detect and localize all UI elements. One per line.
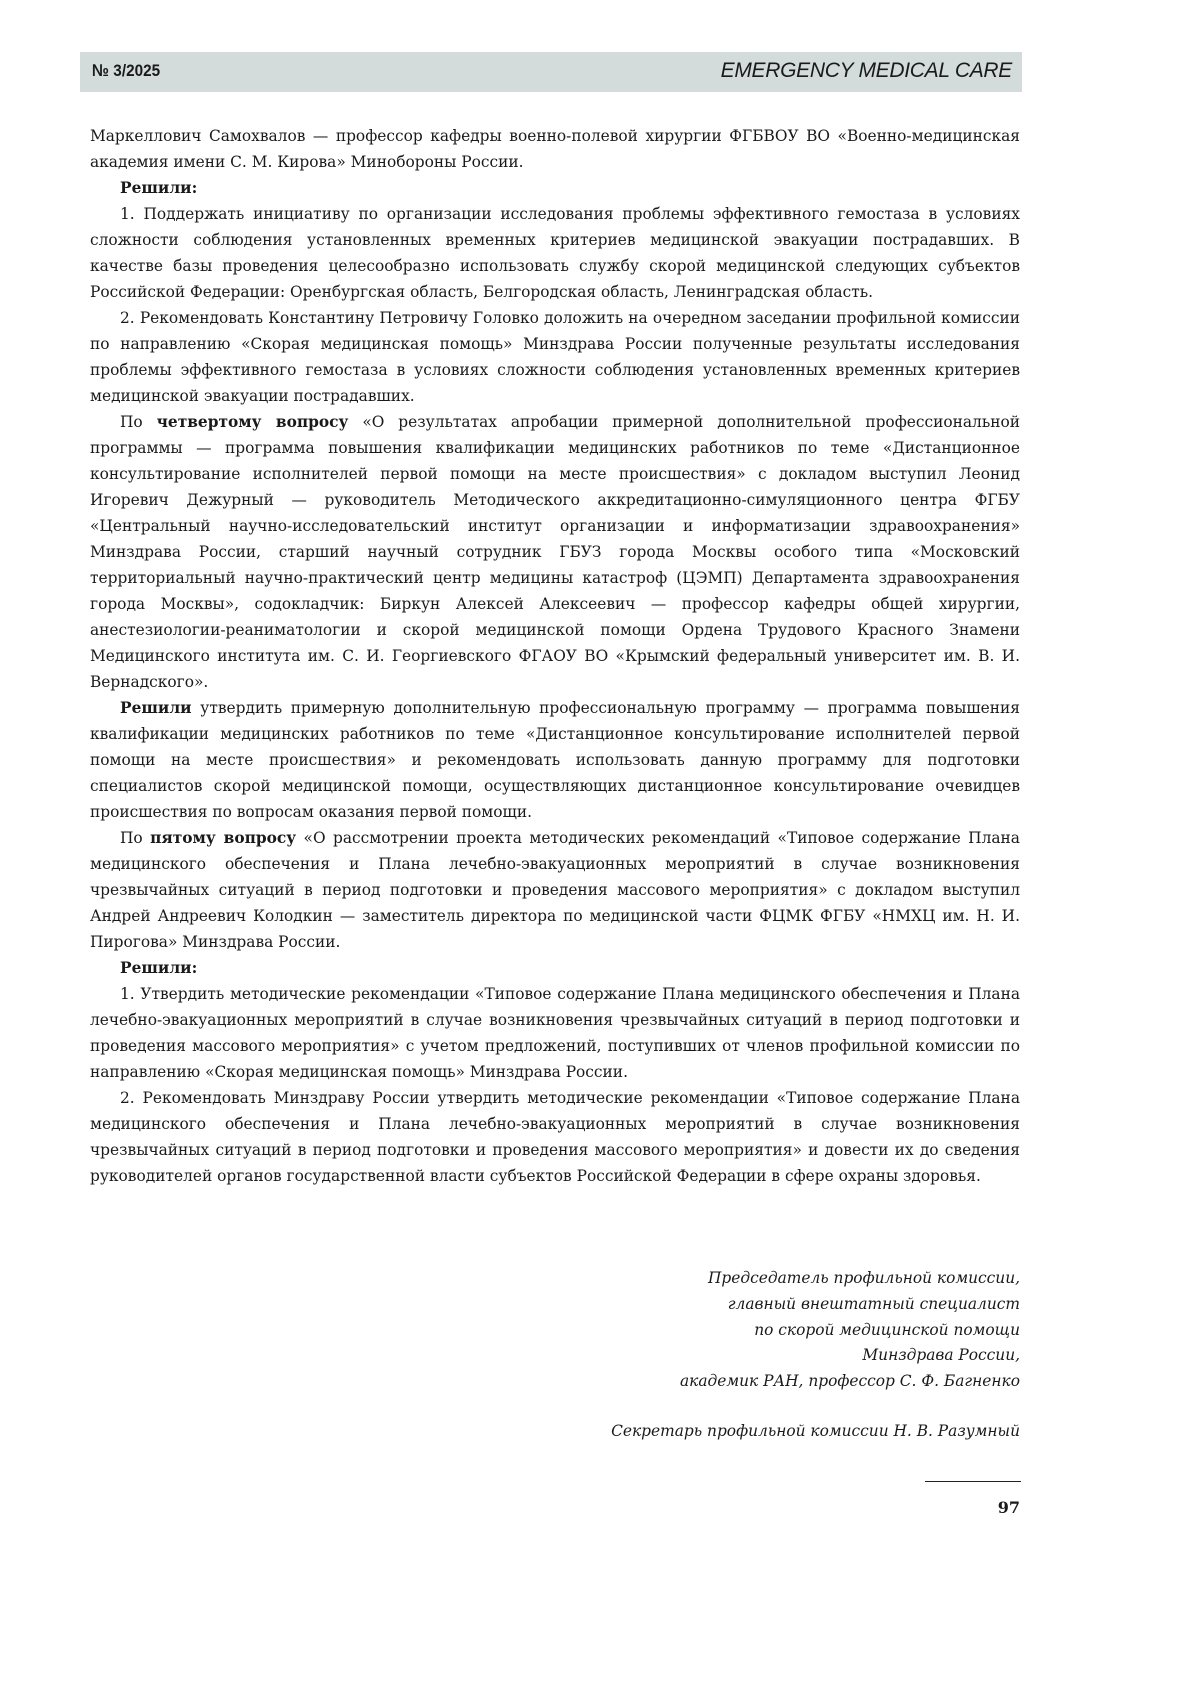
secretary-line: Секретарь профильной комиссии Н. В. Разумный [611, 1422, 1020, 1440]
signature-line: главный внештатный специалист [420, 1292, 1020, 1318]
decision-heading: Решили: [120, 179, 197, 197]
paragraph: По пятому вопросу «О рассмотрении проекта методических рекомендаций «Типовое содержание Плана медицинского обеспечения и Плана лечебно-эвакуационных мероприятий в случае возникновения чрезвычайных ситуаций в период подготовки и проведения массового мероприятия» с докладом выступил Андрей Андреевич Колодкин — заместитель директора по медицинской части ФЦМК ФГБУ «НМХЦ им. Н. И. Пирогова» Минздрава России. [90, 825, 1020, 955]
paragraph: 1. Утвердить методические рекомендации «Типовое содержание Плана медицинского обеспечения и Плана лечебно-эвакуационных мероприятий в случае возникновения чрезвычайных ситуаций в период подготовки и проведения массового мероприятия» с учетом предложений, поступивших от членов профильной комиссии по направлению «Скорая медицинская помощь» Минздрава России. [90, 981, 1020, 1085]
article-body [90, 123, 1020, 1189]
page-number: 97 [998, 1498, 1020, 1517]
paragraph: 2. Рекомендовать Константину Петровичу Головко доложить на очередном заседании профильной комиссии по направлению «Скорая медицинская помощь» Минздрава России полученные результаты исследования проблемы эффективного гемостаза в условиях сложности соблюдения установленных временных критериев медицинской эвакуации пострадавших. [90, 305, 1020, 409]
signature-line: по скорой медицинской помощи [420, 1318, 1020, 1344]
running-header [80, 52, 1022, 92]
signature-block [420, 1266, 1020, 1395]
issue-number: № 3/2025 [92, 61, 160, 81]
paragraph [90, 175, 1020, 201]
signature-line: Председатель профильной комиссии, [420, 1266, 1020, 1292]
journal-title: EMERGENCY MEDICAL CARE [721, 59, 1012, 83]
footer-rule [925, 1481, 1021, 1482]
paragraph [90, 955, 1020, 981]
decision-heading: Решили: [120, 959, 197, 977]
signature-line: академик РАН, профессор С. Ф. Багненко [420, 1369, 1020, 1395]
paragraph: По четвертому вопросу «О результатах апробации примерной дополнительной профессиональной программы — программа повышения квалификации медицинских работников по теме «Дистанционное консультирование исполнителей первой помощи на месте происшествия» с докладом выступил Леонид Игоревич Дежурный — руководитель Методического аккредитационно-симуляционного центра ФГБУ «Центральный научно-исследовательский институт организации и информатизации здравоохранения» Минздрава России, старший научный сотрудник ГБУЗ города Москвы особого типа «Московский территориальный научно-практический центр медицины катастроф (ЦЭМП) Департамента здравоохранения города Москвы», содокладчик: Биркун Алексей Алексеевич — профессор кафедры общей хирургии, анестезиологии-реаниматологии и скорой медицинской помощи Ордена Трудового Красного Знамени Медицинского института им. С. И. Георгиевского ФГАОУ ВО «Крымский федеральный университет им. В. И. Вернадского». [90, 409, 1020, 695]
paragraph: Маркеллович Самохвалов — профессор кафедры военно-полевой хирургии ФГБВОУ ВО «Военно-медицинская академия имени С. М. Кирова» Минобороны России. [90, 123, 1020, 175]
paragraph: Решили утвердить примерную дополнительную профессиональную программу — программа повышения квалификации медицинских работников по теме «Дистанционное консультирование исполнителей первой помощи на месте происшествия» и рекомендовать использовать данную программу для подготовки специалистов скорой медицинской помощи, осуществляющих дистанционное консультирование очевидцев происшествия по вопросам оказания первой помощи. [90, 695, 1020, 825]
paragraph: 1. Поддержать инициативу по организации исследования проблемы эффективного гемостаза в условиях сложности соблюдения установленных временных критериев медицинской эвакуации пострадавших. В качестве базы проведения целесообразно использовать службу скорой медицинской следующих субъектов Российской Федерации: Оренбургская область, Белгородская область, Ленинградская область. [90, 201, 1020, 305]
paragraph: 2. Рекомендовать Минздраву России утвердить методические рекомендации «Типовое содержание Плана медицинского обеспечения и Плана лечебно-эвакуационных мероприятий в случае возникновения чрезвычайных ситуаций в период подготовки и проведения массового мероприятия» и довести их до сведения руководителей органов государственной власти субъектов Российской Федерации в сфере охраны здоровья. [90, 1085, 1020, 1189]
signature-line: Минздрава России, [420, 1343, 1020, 1369]
